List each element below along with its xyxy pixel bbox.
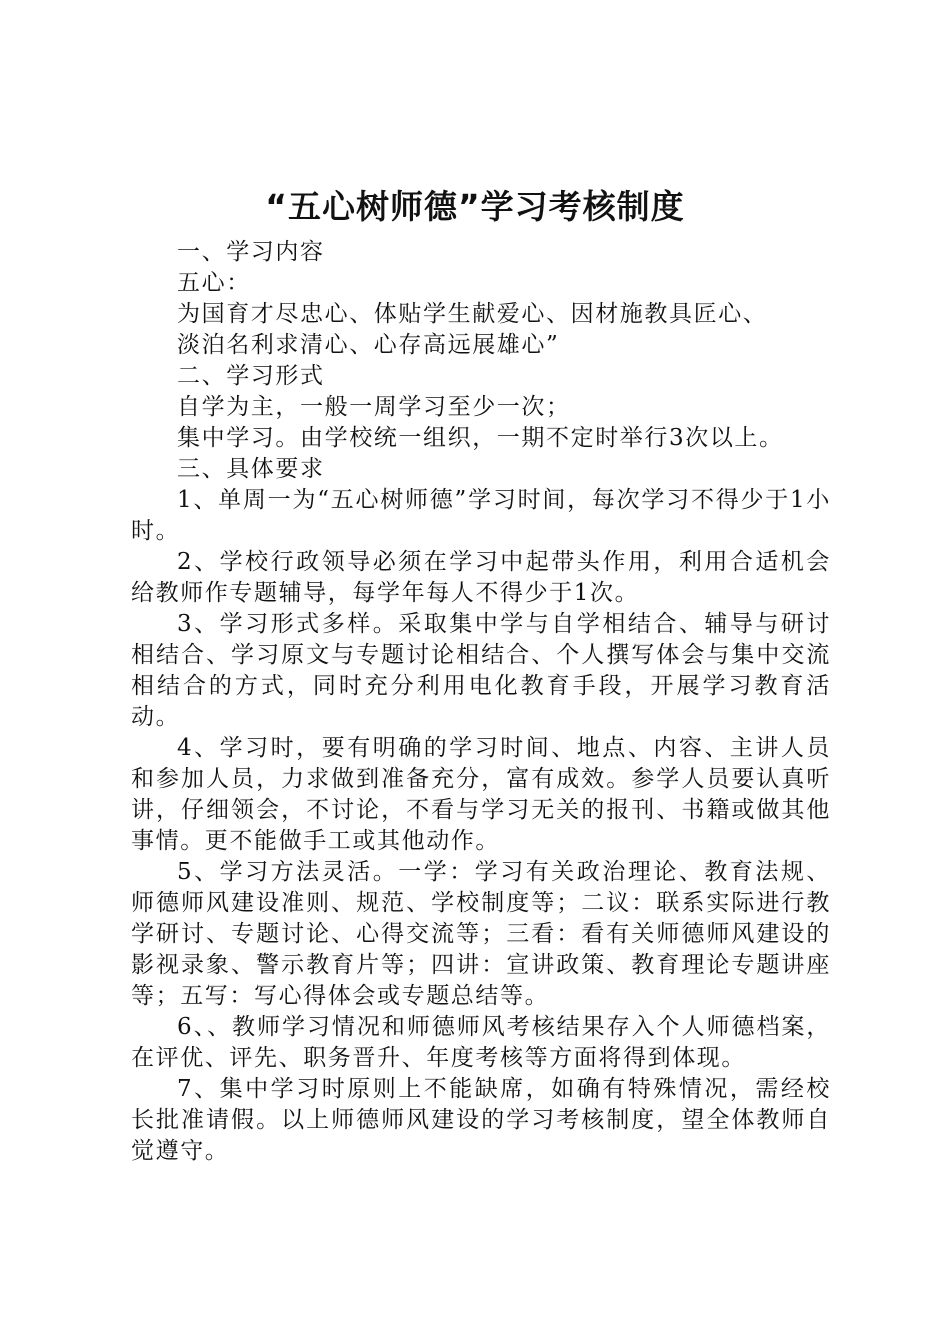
requirement-item-3: 3、学习形式多样。采取集中学与自学相结合、辅导与研讨相结合、学习原文与专题讨论相结合、个人撰写体会与集中交流相结合的方式，同时充分利用电化教育手段，开展学习教育活动。 (131, 611, 831, 730)
requirement-item-1: 1、单周一为“五心树师德”学习时间，每次学习不得少于1小时。 (131, 487, 831, 544)
paragraph-five-hearts-label: 五心： (177, 270, 251, 296)
section-heading-content: 一、学习内容 (177, 239, 325, 265)
document-title: “五心树师德”学习考核制度 (265, 187, 685, 226)
paragraph-five-hearts-line-2: 淡泊名利求清心、心存高远展雄心” (177, 332, 560, 358)
requirement-item-5: 5、学习方法灵活。一学：学习有关政治理论、教育法规、师德师风建设准则、规范、学校制度等；二议：联系实际进行教学研讨、专题讨论、心得交流等；三看：看有关师德师风建设的影视录象、警示教育片等；四讲：宣讲政策、教育理论专题讲座等；五写：写心得体会或专题总结等。 (131, 859, 831, 1009)
paragraph-group-study: 集中学习。由学校统一组织，一期不定时举行3次以上。 (177, 425, 784, 451)
requirement-item-7: 7、集中学习时原则上不能缺席，如确有特殊情况，需经校长批准请假。以上师德师风建设的学习考核制度，望全体教师自觉遵守。 (131, 1076, 831, 1164)
requirement-item-4: 4、学习时，要有明确的学习时间、地点、内容、主讲人员和参加人员，力求做到准备充分，富有成效。参学人员要认真听讲，仔细领会，不讨论，不看与学习无关的报刊、书籍或做其他事情。更不能做手工或其他动作。 (131, 735, 831, 854)
section-heading-form: 二、学习形式 (177, 363, 325, 389)
paragraph-self-study: 自学为主，一般一周学习至少一次； (177, 394, 571, 420)
document-body (131, 237, 831, 1167)
requirement-item-6: 6、、教师学习情况和师德师风考核结果存入个人师德档案，在评优、评先、职务晋升、年度考核等方面将得到体现。 (131, 1014, 831, 1071)
paragraph-five-hearts-line-1: 为国育才尽忠心、体贴学生献爱心、因材施教具匠心、 (177, 301, 768, 327)
section-heading-requirements: 三、具体要求 (177, 456, 325, 482)
requirement-item-2: 2、学校行政领导必须在学习中起带头作用，利用合适机会给教师作专题辅导，每学年每人不得少于1次。 (131, 549, 831, 606)
